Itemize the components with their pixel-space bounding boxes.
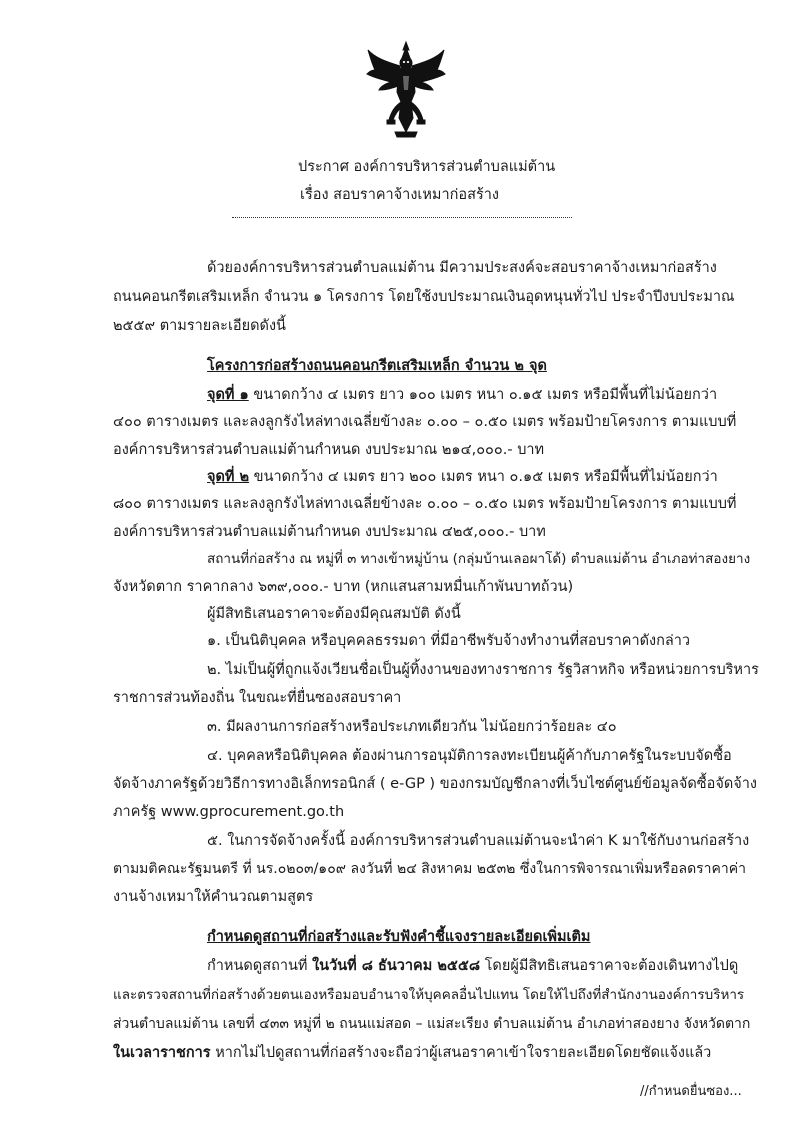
- point-1-text: ขนาดกว้าง ๔ เมตร ยาว ๑๐๐ เมตร หนา ๐.๑๕ เมตร หรือมีพื้นที่ไม่น้อยกว่า: [248, 387, 718, 403]
- point-2-label: จุดที่ ๒: [207, 469, 250, 485]
- point-2-text: ขนาดกว้าง ๔ เมตร ยาว ๒๐๐ เมตร หนา ๐.๑๕ เมตร หรือมีพื้นที่ไม่น้อยกว่า: [249, 469, 718, 485]
- site-visit-line-1: [207, 956, 738, 976]
- site-visit-line-4: [113, 1043, 711, 1063]
- intro-line-2: ถนนคอนกรีตเสริมเหล็ก จำนวน ๑ โครงการ โดยใช้งบประมาณเงินอุดหนุนทั่วไป ประจำปีงบประมาณ: [113, 289, 735, 305]
- announcement-subject: เรื่อง สอบราคาจ้างเหมาก่อสร้าง: [300, 187, 499, 203]
- point-1-line-1: [207, 385, 717, 405]
- intro-line-3: ๒๕๕๙ ตามรายละเอียดดังนี้: [113, 318, 286, 334]
- qualification-5-line-1: ๕. ในการจัดจ้างครั้งนี้ องค์การบริหารส่วนตำบลแม่ต้านจะนำค่า K มาใช้กับงานก่อสร้าง: [207, 833, 750, 849]
- point-1-line-3: องค์การบริหารส่วนตำบลแม่ต้านกำหนด งบประมาณ ๒๑๔,๐๐๐.- บาท: [113, 442, 545, 458]
- point-2-line-1: [207, 467, 718, 487]
- qualification-5-line-2: ตามมติคณะรัฐมนตรี ที่ นร.๐๒๐๓/๑๐๙ ลงวันที่ ๒๔ สิงหาคม ๒๕๓๒ ซึ่งในการพิจารณาเพิ่มหรือลดราคาค่า: [113, 861, 746, 877]
- qualification-2-line-2: ราชการส่วนท้องถิ่น ในขณะที่ยื่นซองสอบราคา: [113, 690, 402, 706]
- location-line-1: สถานที่ก่อสร้าง ณ หมู่ที่ ๓ ทางเข้าหมู่บ้าน (กลุ่มบ้านเลอผาโด้) ตำบลแม่ต้าน อำเภอท่าสองยาง: [207, 551, 751, 567]
- qualification-2-line-1: ๒. ไม่เป็นผู้ที่ถูกแจ้งเวียนชื่อเป็นผู้ทิ้งงานของทางราชการ รัฐวิสาหกิจ หรือหน่วยการบริหาร: [207, 662, 759, 678]
- site-visit-text: โดยผู้มีสิทธิเสนอราคาจะต้องเดินทางไปดู: [480, 958, 739, 974]
- site-visit-date: ในวันที่ ๘ ธันวาคม ๒๕๕๘: [312, 958, 481, 974]
- announcement-title: ประกาศ องค์การบริหารส่วนตำบลแม่ต้าน: [298, 159, 556, 175]
- qualification-4-line-3: ภาครัฐ www.gprocurement.go.th: [113, 804, 345, 820]
- qualification-4-line-2: จัดจ้างภาครัฐด้วยวิธีการทางอิเล็กทรอนิกส์ ( e-GP ) ของกรมบัญชีกลางที่เว็บไซต์ศูนย์ข้อมูลจัดซื้อจัดจ้าง: [113, 776, 757, 792]
- separator: [232, 217, 572, 218]
- office-hours-label: ในเวลาราชการ: [113, 1045, 211, 1061]
- garuda-emblem-icon: [365, 40, 447, 140]
- site-visit-line-2: และตรวจสถานที่ก่อสร้างด้วยตนเองหรือมอบอำนาจให้บุคคลอื่นไปแทน โดยให้ไปถึงที่สำนักงานองค์การบริหาร: [113, 987, 745, 1003]
- location-line-2: จังหวัดตาก ราคากลาง ๖๓๙,๐๐๐.- บาท (หกแสนสามหมื่นเก้าพันบาทถ้วน): [113, 579, 574, 595]
- point-2-line-2: ๘๐๐ ตารางเมตร และลงลูกรังไหล่ทางเฉลี่ยข้างละ ๐.๐๐ – ๐.๕๐ เมตร พร้อมป้ายโครงการ ตามแบบที่: [113, 496, 737, 512]
- qualification-5-line-3: งานจ้างเหมาให้คำนวณตามสูตร: [113, 889, 314, 905]
- site-visit-heading: กำหนดดูสถานที่ก่อสร้างและรับฟังคำชี้แจงรายละเอียดเพิ่มเติม: [207, 929, 591, 945]
- site-visit-line-3: ส่วนตำบลแม่ต้าน เลขที่ ๔๓๓ หมู่ที่ ๒ ถนนแม่สอด – แม่สะเรียง ตำบลแม่ต้าน อำเภอท่าสองยาง จังหวัดตาก: [113, 1016, 751, 1032]
- qualification-4-line-1: ๔. บุคคลหรือนิติบุคคล ต้องผ่านการอนุมัติการลงทะเบียนผู้ค้ากับภาครัฐในระบบจัดซื้อ: [207, 748, 732, 764]
- site-visit-label: กำหนดดูสถานที่: [207, 958, 313, 974]
- point-1-line-2: ๔๐๐ ตารางเมตร และลงลูกรังไหล่ทางเฉลี่ยข้างละ ๐.๐๐ – ๐.๕๐ เมตร พร้อมป้ายโครงการ ตามแบบที่: [113, 414, 737, 430]
- site-visit-note: หากไม่ไปดูสถานที่ก่อสร้างจะถือว่าผู้เสนอราคาเข้าใจรายละเอียดโดยชัดแจ้งแล้ว: [210, 1045, 712, 1061]
- qualifications-intro: ผู้มีสิทธิเสนอราคาจะต้องมีคุณสมบัติ ดังนี้: [207, 606, 461, 622]
- qualification-1: ๑. เป็นนิติบุคคล หรือบุคคลธรรมดา ที่มีอาชีพรับจ้างทำงานที่สอบราคาดังกล่าว: [207, 633, 691, 649]
- project-heading: โครงการก่อสร้างถนนคอนกรีตเสริมเหล็ก จำนวน ๒ จุด: [207, 358, 547, 374]
- point-1-label: จุดที่ ๑: [207, 387, 249, 403]
- continuation-note: //กำหนดยื่นซอง...: [640, 1084, 742, 1099]
- qualification-3: ๓. มีผลงานการก่อสร้างหรือประเภทเดียวกัน ไม่น้อยกว่าร้อยละ ๔๐: [207, 719, 617, 735]
- intro-line-1: ด้วยองค์การบริหารส่วนตำบลแม่ต้าน มีความประสงค์จะสอบราคาจ้างเหมาก่อสร้าง: [207, 260, 717, 276]
- point-2-line-3: องค์การบริหารส่วนตำบลแม่ต้านกำหนด งบประมาณ ๔๒๕,๐๐๐.- บาท: [113, 524, 546, 540]
